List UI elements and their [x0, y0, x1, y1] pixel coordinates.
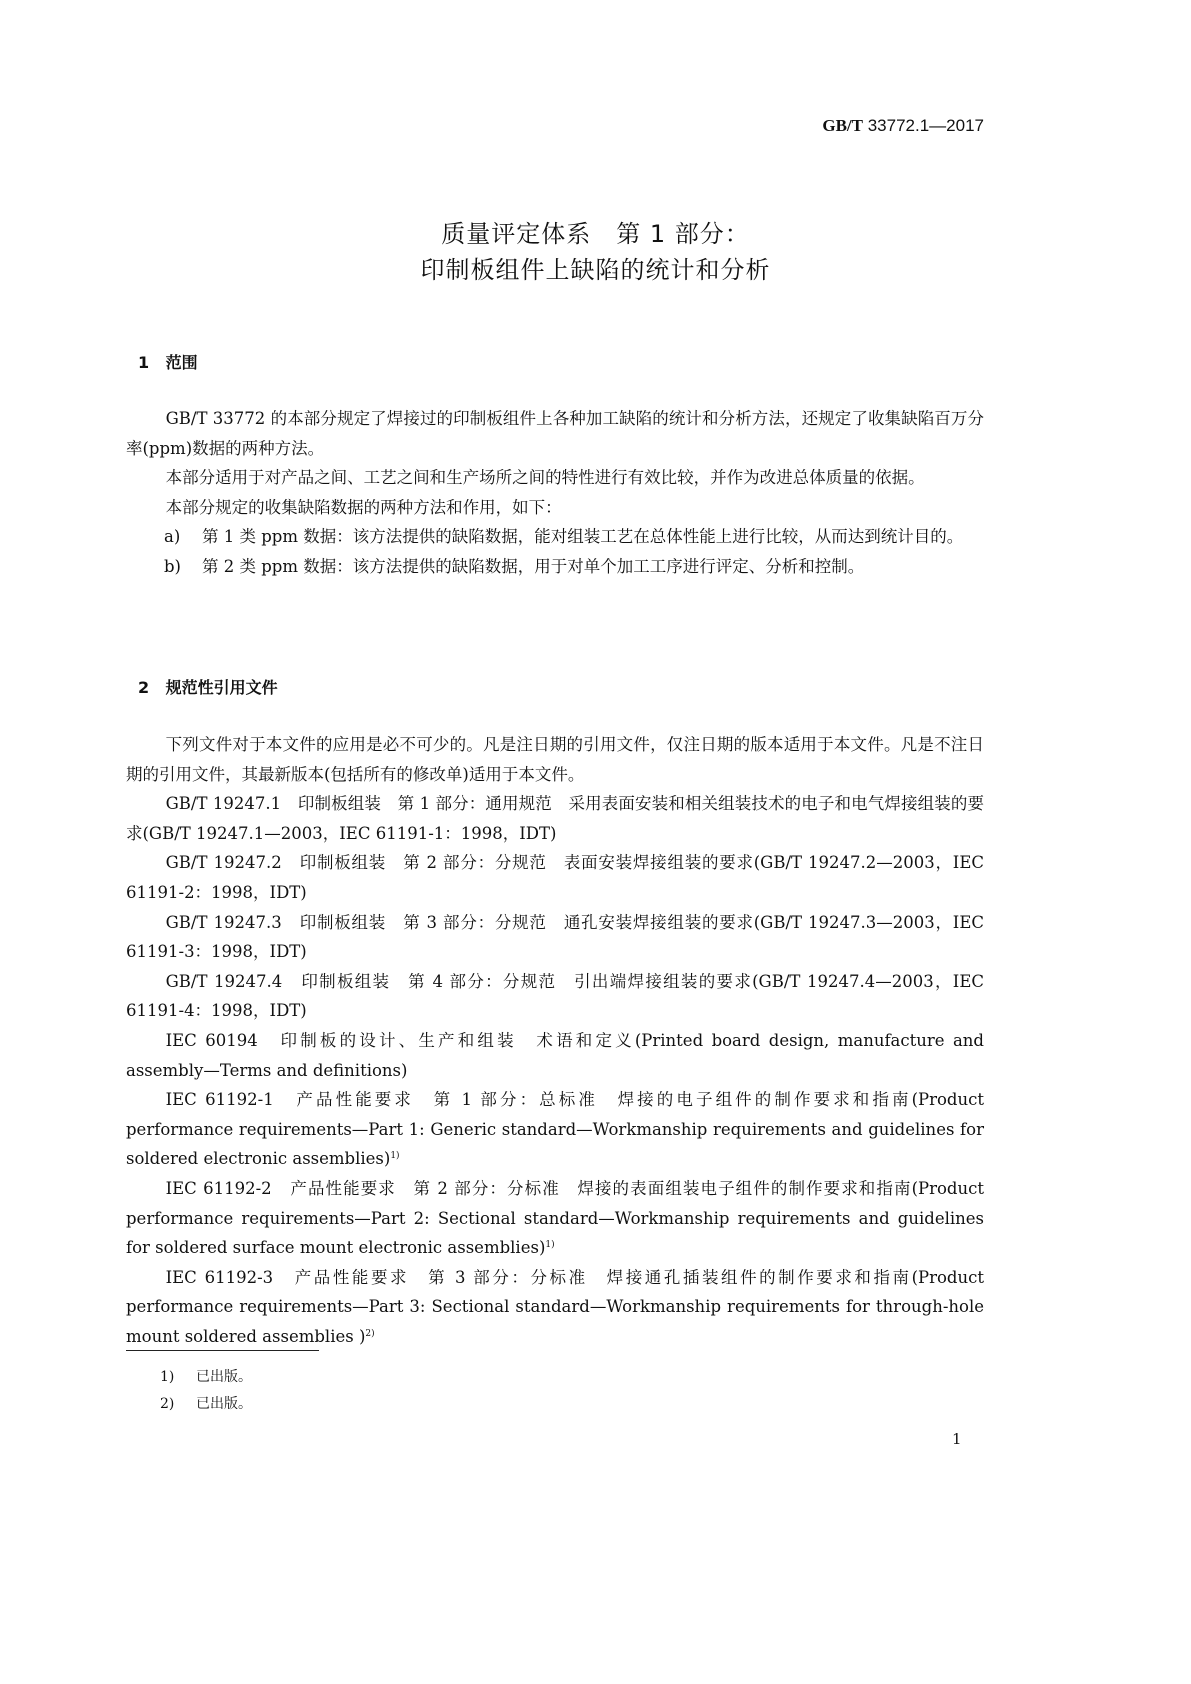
reference-item — [126, 789, 984, 848]
document-title-line2: 印制板组件上缺陷的统计和分析 — [420, 256, 771, 284]
section-number: 2 — [138, 678, 150, 697]
section-1-body — [126, 404, 984, 582]
reference-text: IEC 61192-1 产品性能要求 第 1 部分：总标准 焊接的电子组件的制作要求和指南(Product performance requirements—Part 1: Generic standard—Workmanship requirements and guidelines for soldered electronic assemblies) — [126, 1090, 984, 1169]
reference-item — [126, 967, 984, 1026]
footnote-marker: 1) — [160, 1369, 175, 1385]
reference-text: GB/T 19247.1 印制板组装 第 1 部分：通用规范 采用表面安装和相关组装技术的电子和电气焊接组装的要求(GB/T 19247.1—2003，IEC 61191-1：1998，IDT) — [126, 794, 984, 843]
footnote — [160, 1391, 252, 1418]
list-marker: a) — [164, 527, 181, 547]
list-item — [126, 522, 984, 552]
document-title-line1: 质量评定体系 第 1 部分： — [441, 220, 750, 248]
reference-text: IEC 61192-2 产品性能要求 第 2 部分：分标准 焊接的表面组装电子组件的制作要求和指南(Product performance requirements—Part 2: Sectional standard—Workmanship requirements and guidelines for soldered surface mount electronic assemblies) — [126, 1178, 984, 1258]
reference-text: IEC 61192-3 产品性能要求 第 3 部分：分标准 焊接通孔插装组件的制作要求和指南(Product performance requirements—Part 3: Sectional standard—Workmanship requirements for through-hole mount soldered assemblies ) — [126, 1267, 984, 1346]
page-number: 1 — [952, 1430, 962, 1448]
list-item — [126, 552, 984, 582]
section-title: 范围 — [165, 353, 198, 372]
paragraph: 本部分规定的收集缺陷数据的两种方法和作用，如下： — [165, 497, 562, 517]
reference-item — [126, 1263, 984, 1352]
standard-prefix: GB/T — [822, 116, 863, 135]
list-marker: b) — [164, 556, 181, 576]
footnote — [160, 1364, 252, 1391]
standard-code: 33772.1—2017 — [867, 116, 984, 135]
reference-item — [126, 1174, 984, 1263]
reference-item — [126, 1085, 984, 1174]
list-text: 第 2 类 ppm 数据：该方法提供的缺陷数据，用于对单个加工工序进行评定、分析和控制。 — [202, 556, 865, 576]
section-2-body — [126, 730, 984, 1351]
section-1-heading — [138, 350, 198, 373]
reference-text: IEC 60194 印制板的设计、生产和组装 术语和定义(Printed board design, manufacture and assembly—Terms and definitions) — [126, 1030, 984, 1080]
reference-text: GB/T 19247.2 印制板组装 第 2 部分：分规范 表面安装焊接组装的要求(GB/T 19247.2—2003，IEC 61191-2：1998，IDT) — [126, 853, 984, 902]
footnote-text: 已出版。 — [196, 1396, 252, 1412]
footnote-text: 已出版。 — [196, 1369, 252, 1385]
section-number: 1 — [138, 353, 150, 372]
reference-text: GB/T 19247.3 印制板组装 第 3 部分：分规范 通孔安装焊接组装的要求(GB/T 19247.3—2003，IEC 61191-3：1998，IDT) — [126, 912, 984, 962]
reference-item — [126, 1026, 984, 1085]
footnote-divider — [126, 1350, 319, 1351]
reference-item — [126, 908, 984, 967]
section-2-heading — [138, 675, 278, 698]
paragraph: 下列文件对于本文件的应用是必不可少的。凡是注日期的引用文件，仅注日期的版本适用于本文件。凡是不注日期的引用文件，其最新版本(包括所有的修改单)适用于本文件。 — [126, 735, 984, 784]
footnote-ref[interactable]: 2) — [365, 1328, 375, 1339]
standard-number — [822, 116, 984, 136]
footnote-marker: 2) — [160, 1396, 175, 1412]
paragraph: GB/T 33772 的本部分规定了焊接过的印制板组件上各种加工缺陷的统计和分析方法，还规定了收集缺陷百万分率(ppm)数据的两种方法。 — [126, 409, 984, 458]
reference-item — [126, 848, 984, 907]
paragraph: 本部分适用于对产品之间、工艺之间和生产场所之间的特性进行有效比较，并作为改进总体质量的依据。 — [165, 468, 925, 488]
footnote-ref[interactable]: 1) — [390, 1151, 400, 1162]
list-text: 第 1 类 ppm 数据：该方法提供的缺陷数据，能对组装工艺在总体性能上进行比较，从而达到统计目的。 — [202, 527, 964, 547]
section-title: 规范性引用文件 — [165, 678, 278, 697]
reference-text: GB/T 19247.4 印制板组装 第 4 部分：分规范 引出端焊接组装的要求(GB/T 19247.4—2003，IEC 61191-4：1998，IDT) — [126, 971, 984, 1021]
footnote-ref[interactable]: 1) — [545, 1240, 555, 1251]
